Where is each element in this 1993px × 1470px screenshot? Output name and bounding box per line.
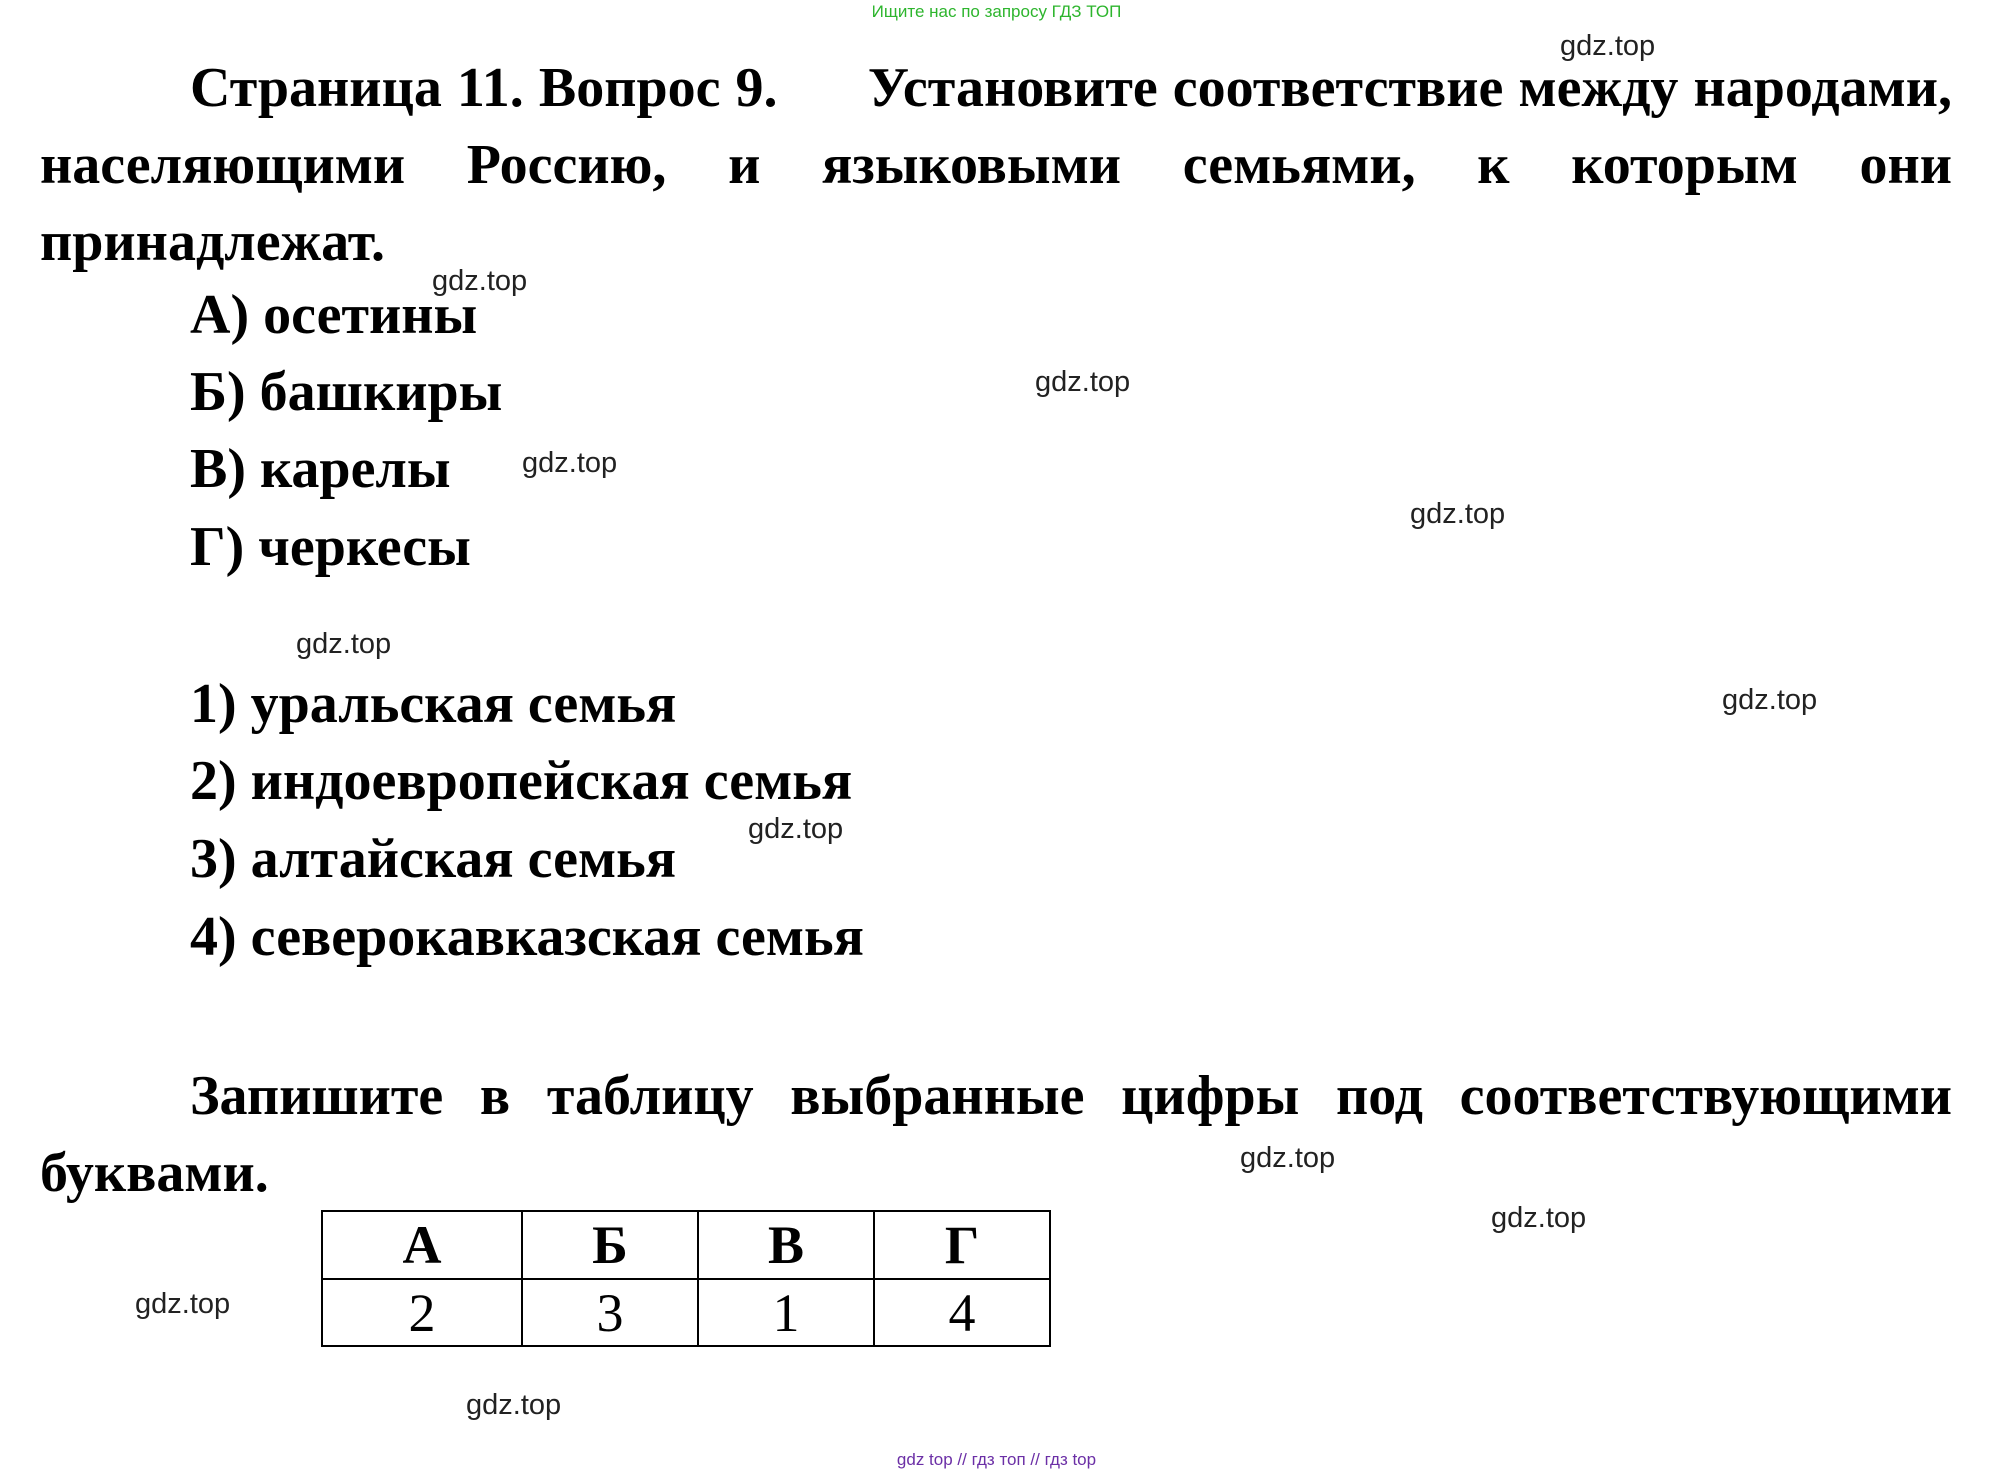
value-cell-a: 2 bbox=[322, 1279, 522, 1346]
watermark: gdz.top bbox=[522, 447, 618, 479]
watermark: gdz.top bbox=[296, 628, 392, 660]
header-cell-b: Б bbox=[522, 1211, 698, 1279]
value-cell-v: 1 bbox=[698, 1279, 874, 1346]
header-cell-g: Г bbox=[874, 1211, 1050, 1279]
people-option-v: В) карелы bbox=[190, 438, 451, 500]
question-text: Страница 11. Вопрос 9. Установите соответствие между народами, населяющими Россию, и языковыми семьями, к которым они принадлежат. bbox=[40, 57, 1952, 273]
answer-table-value-row bbox=[322, 1279, 1050, 1346]
value-cell-g: 4 bbox=[874, 1279, 1050, 1346]
people-option-a: А) осетины bbox=[190, 284, 478, 346]
answer-table bbox=[321, 1210, 1051, 1347]
people-option-g: Г) черкесы bbox=[190, 516, 471, 578]
watermark: gdz.top bbox=[1722, 684, 1818, 716]
instruction-text: Запишите в таблицу выбранные цифры под соответствующими буквами. bbox=[40, 1065, 1952, 1204]
watermark: gdz.top bbox=[135, 1288, 231, 1320]
family-option-2: 2) индоевропейская семья bbox=[190, 750, 853, 812]
watermark: gdz.top bbox=[432, 265, 528, 297]
watermark: gdz.top bbox=[466, 1389, 562, 1421]
family-option-1: 1) уральская семья bbox=[190, 673, 677, 735]
family-option-4: 4) северокавказская семья bbox=[190, 906, 864, 968]
watermark: gdz.top bbox=[1410, 498, 1506, 530]
answer-table-header-row bbox=[322, 1211, 1050, 1279]
family-option-3: 3) алтайская семья bbox=[190, 828, 677, 890]
footer-links: gdz top // гдз топ // гдз top bbox=[896, 1450, 1097, 1469]
watermark: gdz.top bbox=[1560, 30, 1656, 62]
people-option-b: Б) башкиры bbox=[190, 361, 503, 423]
header-cell-a: А bbox=[322, 1211, 522, 1279]
top-banner: Ищите нас по запросу ГДЗ ТОП bbox=[871, 2, 1122, 21]
watermark: gdz.top bbox=[1491, 1202, 1587, 1234]
value-cell-b: 3 bbox=[522, 1279, 698, 1346]
watermark: gdz.top bbox=[748, 813, 844, 845]
watermark: gdz.top bbox=[1240, 1142, 1336, 1174]
header-cell-v: В bbox=[698, 1211, 874, 1279]
watermark: gdz.top bbox=[1035, 366, 1131, 398]
